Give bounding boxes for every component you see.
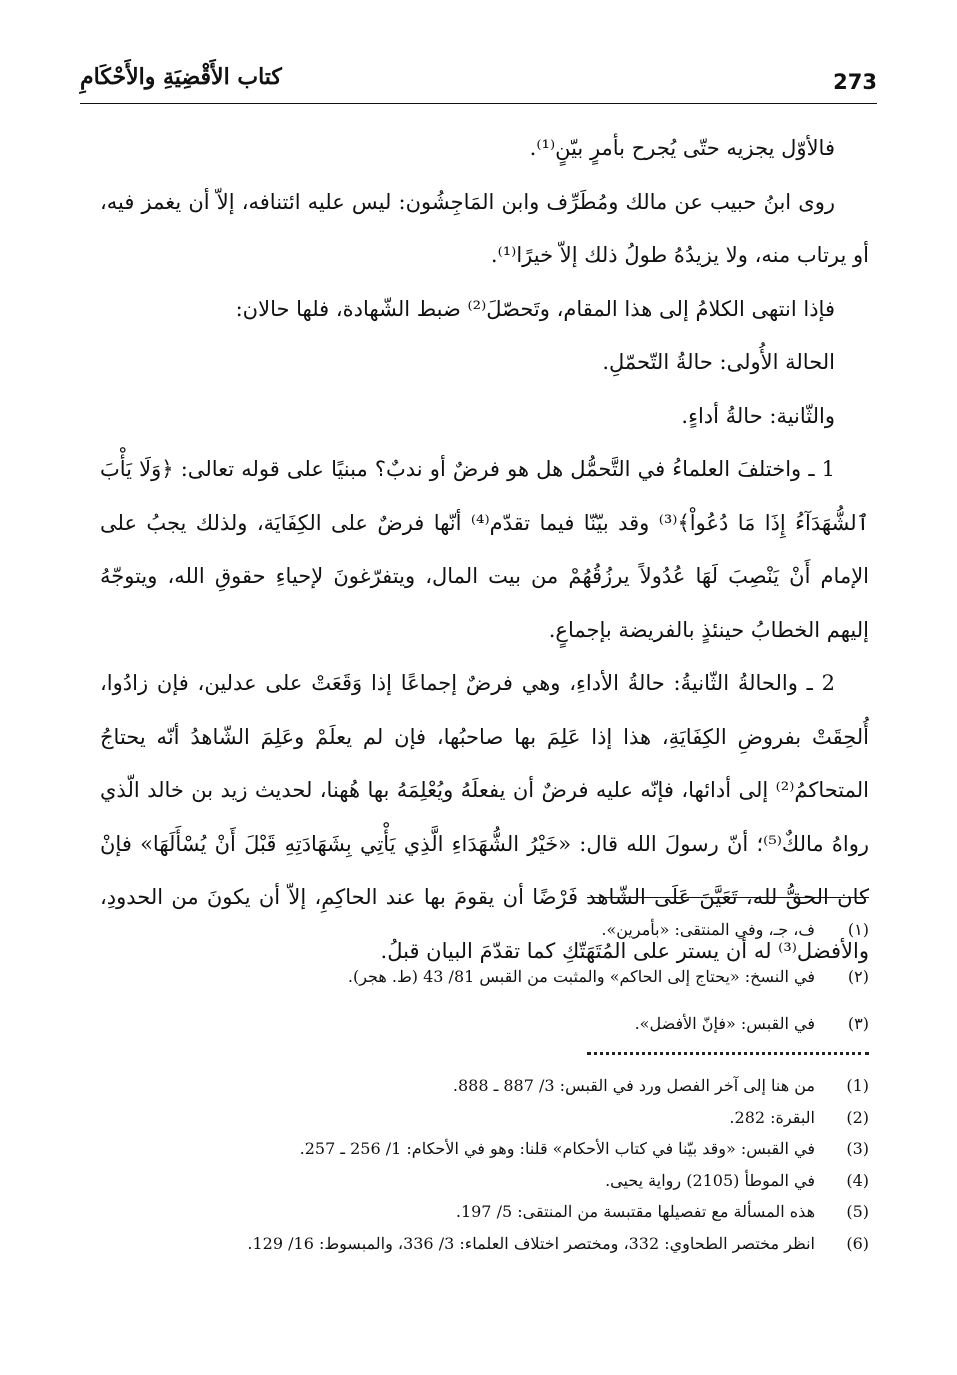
header-rule [80,103,877,104]
footnote [100,1228,869,1260]
footnote-text: في القبس: «وقد بيّنا في كتاب الأحكام» قلنا: وهو في الأحكام: 1/ 256 ـ 257. [299,1139,815,1158]
editor-footnotes [100,906,869,1047]
footnote-number: (3) [846,1139,869,1158]
page-number: 273 [833,70,877,94]
footnote-number: (٣) [847,1014,869,1033]
paragraph: والثّانية: حالةُ أداءٍ. [681,403,835,428]
footnote-number: (2) [846,1107,869,1127]
paragraph: 2 ـ والحالةُ الثّانيةُ: حالةُ الأداءِ، وهي فرضٌ إجماعًا إذا وَقَعَتْ على عدلين، فإن زادُوا، أُلحِقَتْ بفروضِ الكِفَايَةِ، هذا إذا عَلِمَ بها صاحبُها، فإن لم يعلَمْ وعَلِمَ الشّاهدُ أنّه يحتاجُ المتحاكمُ⁽²⁾ إلى أدائها، فإنّه عليه فرضٌ أن يفعلَهُ ويُعْلِمَهُ بها هُهنا، لحديث زيد بن خالد الّذي رواهُ مالكٌ⁽⁵⁾؛ أنّ رسولَ الله قال: «خَيْرُ الشُّهَدَاءِ الَّذِي يَأْتِي بِشَهَادَتِهِ قَبْلَ أَنْ يُسْأَلَهَا» فإنْ كان الحقُّ لله، تَعَيَّنَ عَلَى الشّاهد فَرْضًا أن يقومَ بها عند الحاكِمِ، إلاّ أن يكونَ من الحدودِ، والأفضل⁽³⁾ له أن يستر على المُتَهَتّكِ كما تقدّمَ البيان قبلُ. [100,671,869,963]
paragraph: فالأوّل يجزيه حتّى يُجرح بأمرٍ بيّنٍ⁽¹⁾. [529,136,835,160]
footnote [100,906,869,953]
footnote-text: هذه المسألة مع تفصيلها مقتبسة من المنتقى: 5/ 197. [455,1202,815,1221]
running-title: كتاب الأَقْضِيَةِ والأَحْكَامِ [80,64,282,90]
footnote-number: (6) [846,1233,869,1253]
footnote-text: في القبس: «فإنّ الأفضل». [634,1014,815,1033]
dotted-separator [587,1052,869,1055]
footnote [100,1165,869,1197]
footnote-text: ف، جـ، وفي المنتقى: «بأمرين». [601,920,815,939]
footnote-separator [587,897,869,898]
footnote-text: من هنا إلى آخر الفصل ورد في القبس: 3/ 887 ـ 888. [452,1076,815,1095]
footnote [100,1102,869,1134]
main-text [100,122,869,978]
footnote [100,1070,869,1102]
footnote [100,1133,869,1165]
paragraph: فإذا انتهى الكلامُ إلى هذا المقام، وتَحصّلَ⁽²⁾ ضبط الشّهادة، فلها حالان: [235,296,835,321]
footnote-number: (5) [846,1202,869,1221]
paragraph: 1 ـ واختلفَ العلماءُ في التَّحمُّل هل هو فرضٌ أو ندبٌ؟ مبنيًا على قوله تعالى: ﴿وَلَا يَأْبَ ٱلشُّهَدَآءُ إِذَا مَا دُعُواْ﴾⁽³⁾ وقد بيّنّا فيما تقدّم⁽⁴⁾ أنّها فرضٌ على الكِفَايَة، ولذلك يجبُ على الإمام أَنْ يَنْصِبَ لَهَا عُدُولاً يرزُقُهُمْ من بيت المال، ويتفرّغونَ لإحياءِ حقوقِ الله، ويتوجّهُ إليهم الخطابُ حينئذٍ بالفريضة بإجماعٍ. [100,457,870,642]
footnote [100,953,869,1000]
paragraph: روى ابنُ حبيب عن مالك ومُطَرِّف وابن المَاجِشُون: ليس عليه ائتنافه، إلاّ أن يغمز فيه، أو يرتاب منه، ولا يزيدُهُ طولُ ذلك إلاّ خيرًا⁽¹⁾. [100,189,869,267]
footnote-text: البقرة: 282. [729,1107,815,1127]
footnote-text: انظر مختصر الطحاوي: 332، ومختصر اختلاف العلماء: 3/ 336، والمبسوط: 16/ 129. [247,1233,815,1253]
footnote-number: (4) [846,1170,869,1190]
footnote [100,1000,869,1047]
footnote-number: (١) [847,920,869,939]
footnote [100,1196,869,1228]
footnote-text: في الموطأ (2105) رواية يحيى. [605,1170,815,1190]
paragraph: الحالة الأُولى: حالةُ التّحمّلِ. [602,350,835,374]
footnote-number: (1) [846,1076,869,1095]
page-header [80,60,877,106]
source-footnotes [100,1070,869,1259]
footnote-text: في النسخ: «يحتاج إلى الحاكم» والمثبت من القبس 81/ 43 (ط. هجر). [347,967,815,986]
footnote-number: (٢) [847,967,869,986]
